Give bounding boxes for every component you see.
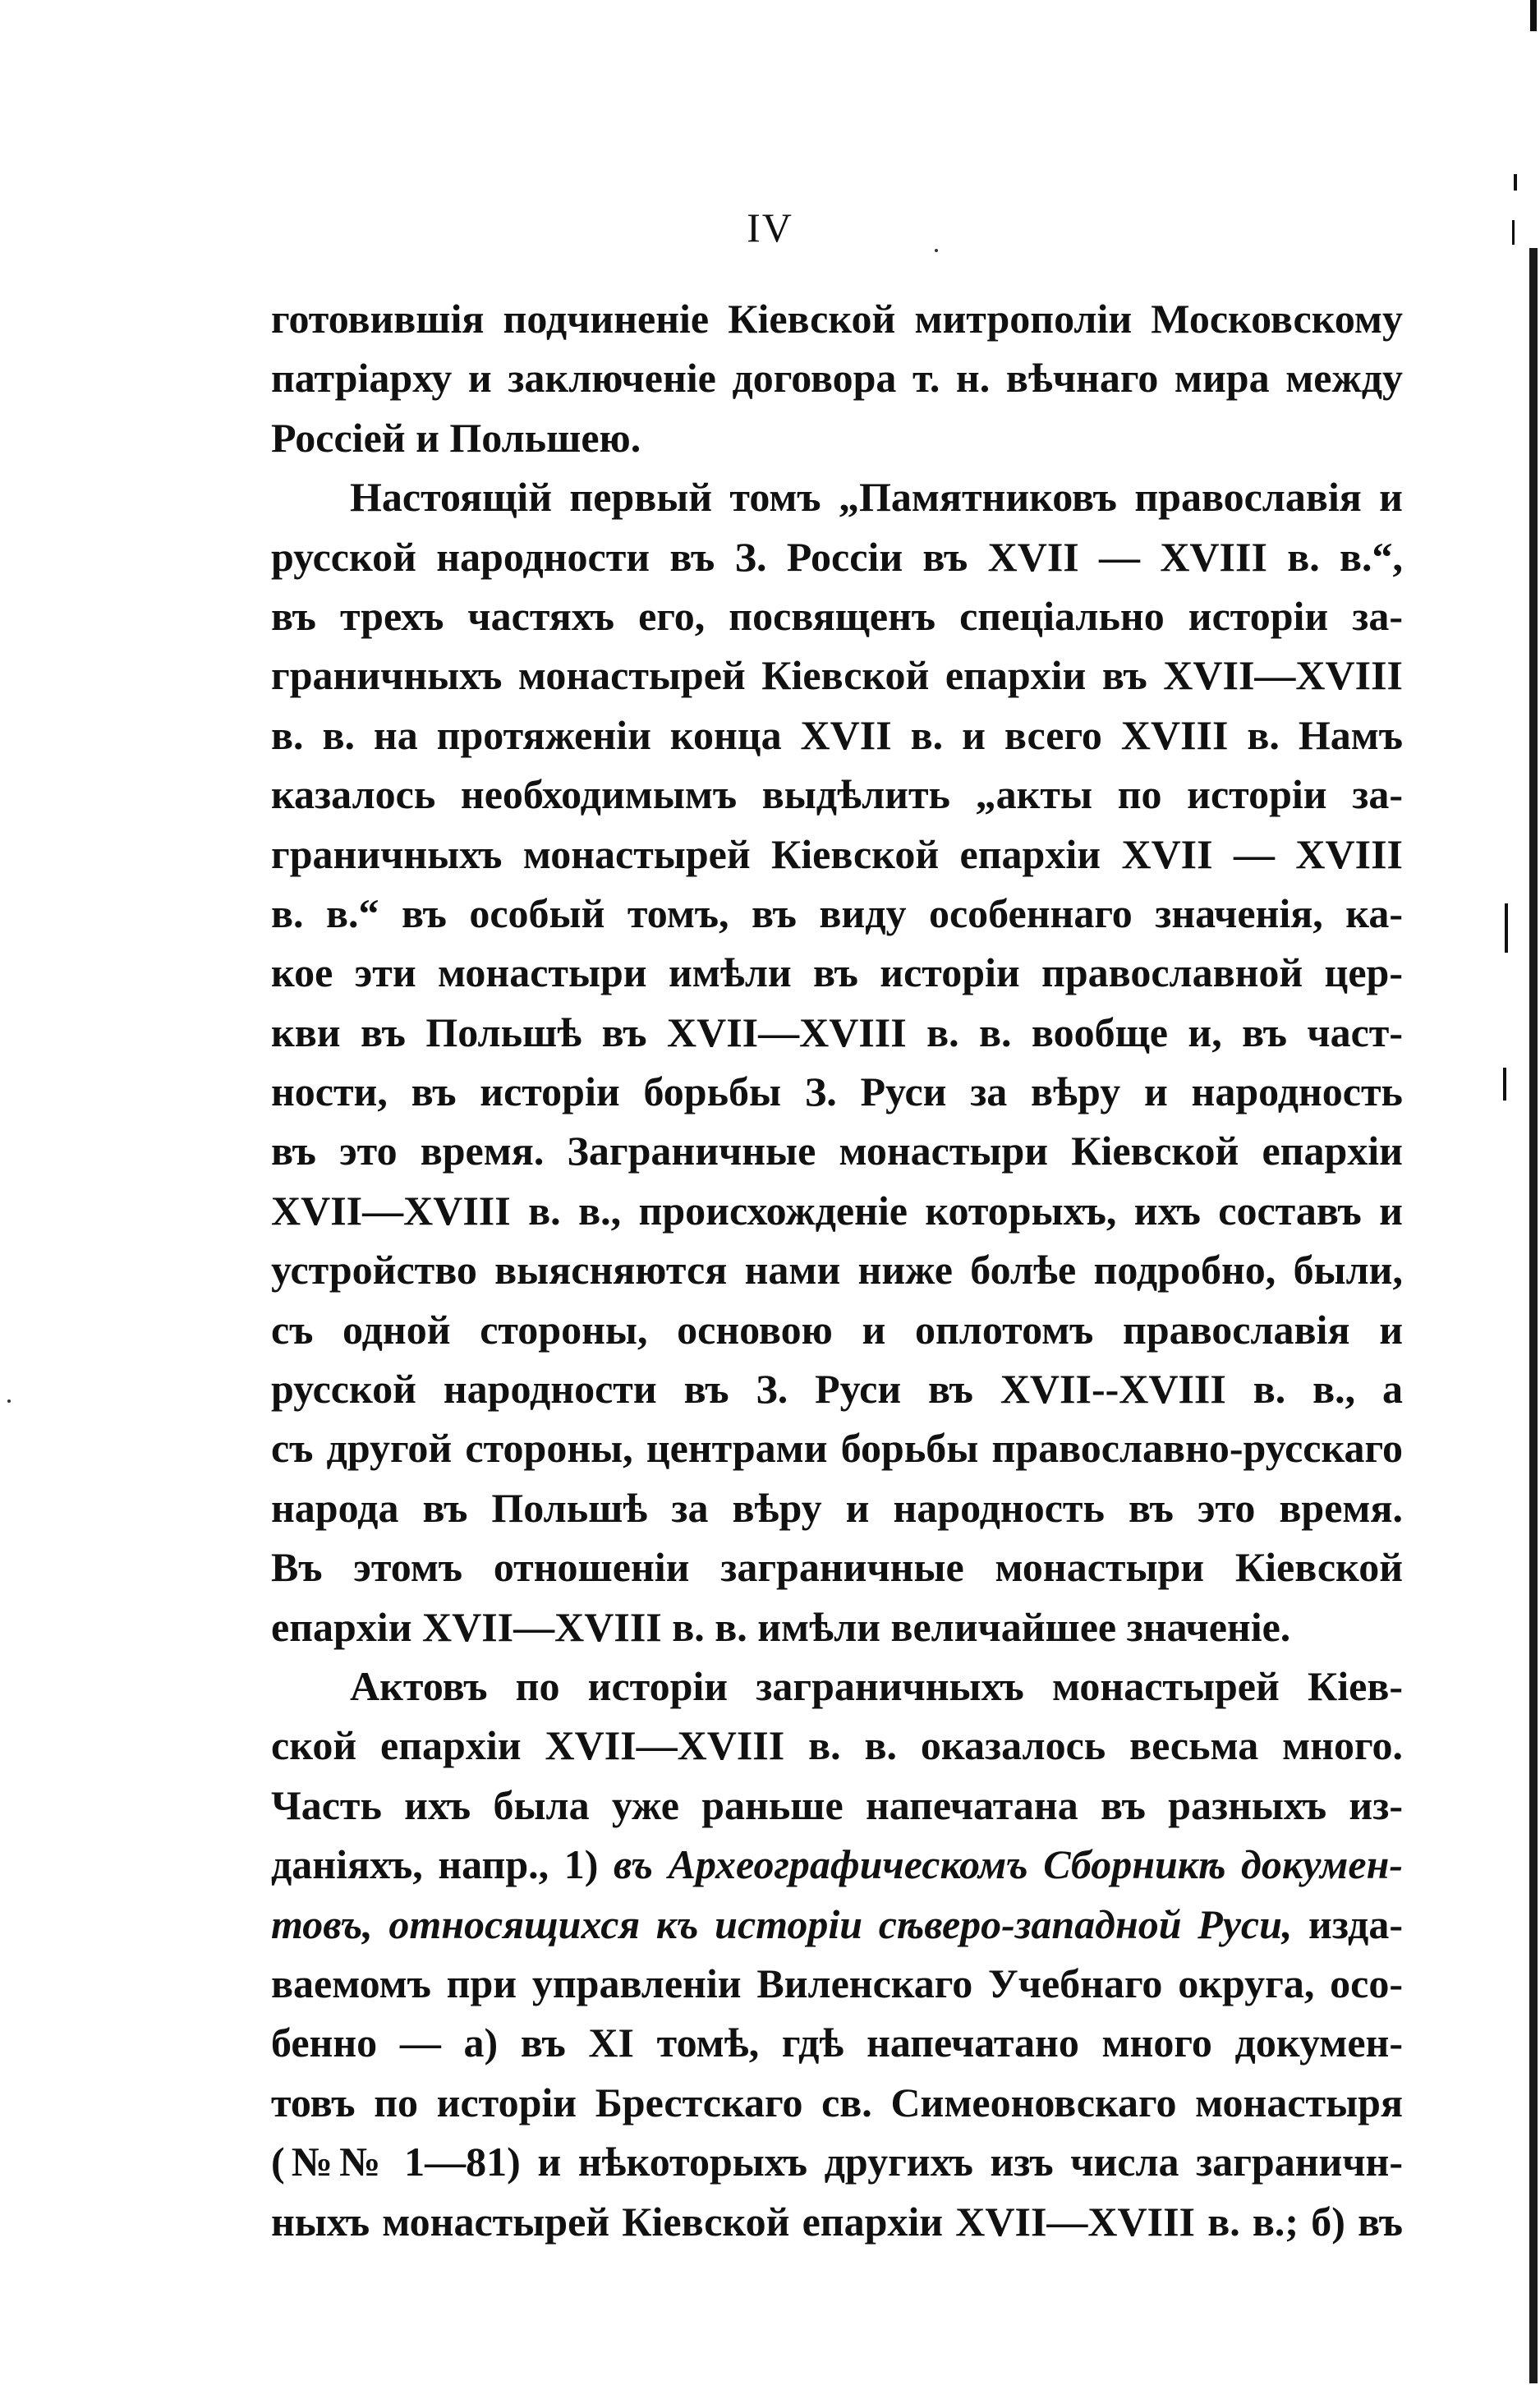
text-line: ской епархіи XVII—XVIII в. в. оказалось весьма много. bbox=[271, 1722, 1403, 1769]
scan-edge-mark bbox=[1514, 174, 1517, 191]
text-line: народа въ Польшѣ за вѣру и народность въ это время. bbox=[271, 1484, 1403, 1531]
scan-edge-mark bbox=[1503, 1068, 1506, 1101]
text-line: кви въ Польшѣ въ XVII—XVIII в. в. вообще и, въ част- bbox=[271, 1009, 1403, 1055]
italic-citation: товъ, относящихся къ исторіи сѣверо-западной Руси, bbox=[271, 1900, 1293, 1947]
text-line bbox=[271, 1835, 1403, 1894]
text-line bbox=[271, 1895, 1403, 1954]
text-line: (№№ 1—81) и нѣкоторыхъ другихъ изъ числа заграничн- bbox=[271, 2139, 1403, 2185]
text-line: Настоящій первый томъ „Памятниковъ православія и bbox=[350, 474, 1403, 521]
text-line: устройство выясняются нами ниже болѣе подробно, были, bbox=[271, 1247, 1403, 1294]
text-line: XVII—XVIII в. в., происхожденіе которыхъ, ихъ составъ и bbox=[271, 1187, 1403, 1234]
scan-edge-shadow bbox=[1529, 248, 1538, 2383]
text-line: в. в. на протяженіи конца XVII в. и всего XVIII в. Намъ bbox=[271, 711, 1403, 758]
text-line: патріарху и заключеніе договора т. н. вѣчнаго мира между bbox=[271, 355, 1403, 402]
text-line: Россіей и Польшею. bbox=[271, 414, 641, 461]
text-line: съ одной стороны, основою и оплотомъ православія и bbox=[271, 1306, 1403, 1353]
text-line: кое эти монастыри имѣли въ исторіи православной цер- bbox=[271, 949, 1403, 996]
text-line: въ это время. Заграничные монастыри Кіевской епархіи bbox=[271, 1128, 1403, 1174]
scan-edge-mark bbox=[1505, 903, 1508, 953]
text-line: Часть ихъ была уже раньше напечатана въ разныхъ из- bbox=[271, 1781, 1403, 1828]
text-line: русской народности въ З. Руси въ XVII--XVIII в. в., а bbox=[271, 1366, 1403, 1413]
body-text bbox=[271, 289, 1403, 2251]
text-run: изда- bbox=[1292, 1900, 1403, 1947]
text-line: граничныхъ монастырей Кіевской епархіи въ XVII—XVIII bbox=[271, 652, 1403, 699]
scan-edge-mark bbox=[1530, 0, 1537, 31]
text-line: граничныхъ монастырей Кіевской епархіи XVII — XVIII bbox=[271, 830, 1403, 877]
scan-speck bbox=[7, 1399, 11, 1403]
text-line: въ трехъ частяхъ его, посвященъ спеціально исторіи за- bbox=[271, 592, 1403, 639]
text-line: ваемомъ при управленіи Виленскаго Учебнаго округа, осо- bbox=[271, 1960, 1403, 2006]
text-line: бенно — а) въ XI томѣ, гдѣ напечатано много докумен- bbox=[271, 2020, 1403, 2066]
text-line: епархіи XVII—XVIII в. в. имѣли величайшее значеніе. bbox=[271, 1603, 1291, 1650]
text-line: Актовъ по исторіи заграничныхъ монастырей Кіев- bbox=[350, 1662, 1403, 1709]
scan-edge-mark bbox=[1512, 220, 1515, 245]
text-line: ныхъ монастырей Кіевской епархіи XVII—XVIII в. в.; б) въ bbox=[271, 2198, 1403, 2245]
italic-citation: въ Археографическомъ Сборникѣ докумен- bbox=[613, 1841, 1403, 1888]
text-line: русской народности въ З. Россіи въ XVII — XVIII в. в.“, bbox=[271, 533, 1403, 580]
text-line: в. в.“ въ особый томъ, въ виду особеннаго значенія, ка- bbox=[271, 889, 1403, 936]
text-line: товъ по исторіи Брестскаго св. Симеоновскаго монастыря bbox=[271, 2079, 1403, 2125]
scan-speck bbox=[935, 249, 938, 252]
text-line: Въ этомъ отношеніи заграничные монастыри Кіевской bbox=[271, 1544, 1403, 1591]
text-run: даніяхъ, напр., 1) bbox=[271, 1841, 614, 1888]
text-line: казалось необходимымъ выдѣлить „акты по исторіи за- bbox=[271, 771, 1403, 818]
page-number: IV bbox=[747, 204, 793, 250]
text-line: ности, въ исторіи борьбы З. Руси за вѣру и народность bbox=[271, 1068, 1403, 1115]
text-line: готовившія подчиненіе Кіевской митрополіи Московскому bbox=[271, 296, 1403, 342]
text-line: съ другой стороны, центрами борьбы православно-русскаго bbox=[271, 1425, 1403, 1472]
